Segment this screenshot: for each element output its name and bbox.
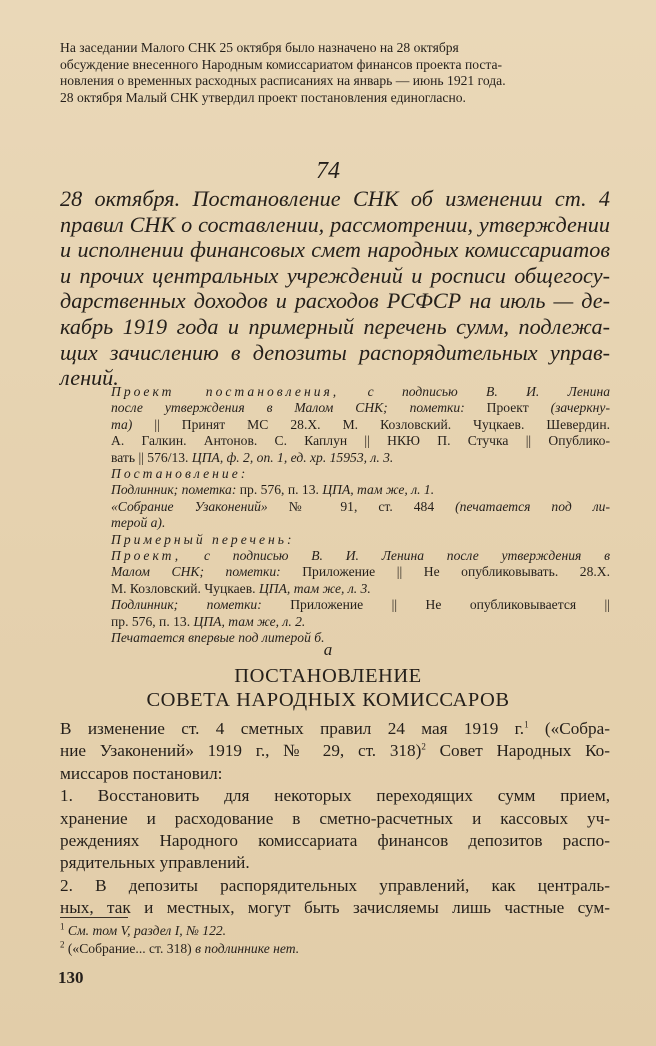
heading-line: дарственных доходов и расходов РСФСР на июль — де- [60,288,610,314]
footnote-1 [60,922,610,940]
document-heading [60,186,610,391]
source-text: с подписью В. И. Ленина [367,384,611,399]
source-text: Приложение || Не опубликовывать. 28.X. [302,564,610,580]
source-text: (зачеркну- [550,400,610,416]
heading-line: лений. [60,365,119,391]
source-label: Проект постановления, [111,384,340,399]
source-text: Проект [486,400,529,416]
source-text: пр. 576, п. 13. [239,482,319,498]
archival-sources [111,384,610,647]
source-text: Печатается впервые под литерой б. [111,630,325,646]
body-line: ных, так и местных, могут быть зачисляемы лишь частные сум- [60,898,610,918]
heading-line: правил СНК о составлении, рассмотрении, утверждении [60,211,610,237]
body-text: миссаров постановил: [60,763,223,783]
body-line: рядительных управлений. [60,853,250,873]
footnote-mark: 2 [60,939,65,950]
intro-line: 28 октября Малый СНК утвердил проект постановления единогласно. [60,89,466,105]
decree-body [60,718,610,920]
source-text: М. Козловский. Чуцкаев. [111,580,256,596]
footnote-mark: 1 [60,921,65,932]
heading-line: и прочих центральных учреждений и росписи общегосу- [60,262,610,288]
heading-line: щих зачислению в депозиты распорядительных управ- [60,339,610,365]
source-text: Подлинник; пометки: [111,597,262,613]
source-text: (печатается под ли- [455,498,610,514]
footnotes [60,922,610,958]
body-line: реждениях Народного комиссариата финансов депозитов распо- [60,831,610,851]
source-text: «Собрание Узаконений» [111,498,268,514]
body-line: 2. В депозиты распорядительных управлений, как централь- [60,875,610,895]
body-text: ние Узаконений» 1919 г., № 29, ст. 318) [60,741,422,761]
source-text: Малом СНК; пометки: [111,564,281,580]
source-label: Проект, [111,548,182,564]
section-letter: а [323,640,333,659]
footnote-ref: 2 [421,741,426,752]
source-text: || Принят МС 28.X. М. Козловский. Чуцкаев. Шевердин. [154,416,610,432]
source-text: Приложение || Не опубликовывается || [290,597,610,613]
body-text: Совет Народных Ко- [425,741,610,761]
source-text: ЦПА, ф. 2, оп. 1, ед. хр. 15953, л. 3. [191,449,394,465]
title-line: СОВЕТА НАРОДНЫХ КОМИССАРОВ [146,689,510,711]
source-text: А. Галкин. Антонов. С. Каплун || НКЮ П. Стучка || Опублико- [111,433,610,449]
heading-line: кабрь 1919 года и примерный перечень сумм, подлежа- [60,313,610,339]
source-text: Подлинник; пометка: [111,482,237,498]
footnote-divider [60,917,128,918]
title-line: ПОСТАНОВЛЕНИЕ [234,665,422,687]
document-number: 74 [316,158,340,184]
footnote-text: в подлиннике нет. [195,941,300,956]
body-line: хранение и расходование в сметно-расчетных и кассовых уч- [60,808,610,828]
source-text: после утверждения в Малом СНК; пометки: [111,400,465,416]
source-text: с подписью В. И. Ленина после утверждения в [203,548,610,564]
footnote-text: («Собрание... ст. 318) [67,941,192,956]
source-text: ЦПА, там же, л. 3. [258,580,371,596]
source-text: пр. 576, п. 13. [111,613,191,629]
source-text: № 91, ст. 484 [288,498,435,514]
source-label: Примерный перечень: [111,531,295,547]
footnote-text: См. том V, раздел I, № 122. [67,923,227,938]
source-label: Постановление: [111,466,249,482]
decree-title [0,664,656,712]
source-text: ЦПА, там же, л. 1. [322,482,435,498]
footnote-ref: 1 [524,719,529,730]
body-text: («Собра- [528,719,611,738]
source-text: та) [111,416,133,432]
intro-paragraph [60,40,610,106]
page-number: 130 [58,968,84,987]
source-text: ЦПА, там же, л. 2. [193,613,306,629]
intro-line: новления о временных расходных расписаниях на январь — июнь 1921 года. [60,73,506,88]
body-line: 1. Восстановить для некоторых переходящих сумм прием, [60,786,610,806]
heading-line: 28 октября. Постановление СНК об изменении ст. 4 [60,186,610,211]
source-text: вать || 576/13. [111,449,189,465]
body-text: В изменение ст. 4 сметных правил 24 мая 1919 г. [60,719,525,738]
intro-line: На заседании Малого СНК 25 октября было назначено на 28 октября [60,40,459,55]
footnote-2 [60,940,610,958]
intro-line: обсуждение внесенного Народным комиссариатом финансов проекта поста- [60,56,503,72]
source-text: терой а). [111,515,166,531]
heading-line: и исполнении финансовых смет народных комиссариатов [60,237,610,263]
